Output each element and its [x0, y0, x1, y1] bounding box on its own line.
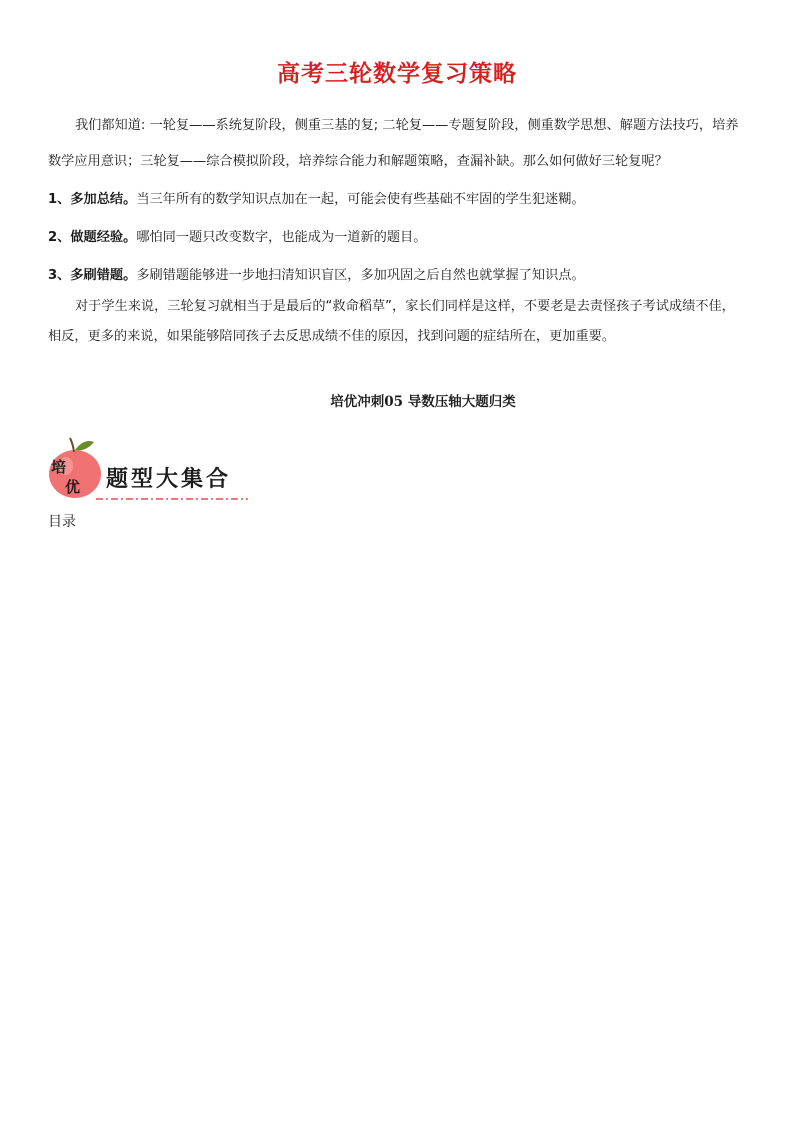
list-item [48, 220, 748, 256]
list-item-heading: 3、多刷错题。 [48, 268, 137, 283]
list-item [48, 182, 748, 218]
apple-text-1: 培 [51, 458, 67, 476]
intro-paragraph: 我们都知道: 一轮复——系统复阶段，侧重三基的复; 二轮复——专题复阶段，侧重数学思想、解题方法技巧，培养数学应用意识；三轮复——综合模拟阶段，培养综合能力和解题策略，查漏补缺。那么如何做好三轮复呢？ [48, 118, 739, 169]
section-banner [46, 434, 252, 504]
list-item [48, 258, 748, 294]
list-item-heading: 2、做题经验。 [48, 230, 137, 245]
leaf-icon [75, 441, 94, 450]
page-title: 高考三轮数学复习策略 [277, 61, 517, 87]
list-item-text: 多刷错题能够进一步地扫清知识盲区，多加巩固之后自然也就掌握了知识点。 [136, 268, 585, 283]
apple-stem-icon [70, 438, 74, 452]
apple-text-2: 优 [65, 478, 81, 496]
toc-label: 目录 [48, 514, 76, 530]
list-item-heading: 1、多加总结。 [48, 192, 137, 207]
list-item-text: 哪怕同一题只改变数字，也能成为一道新的题目。 [136, 230, 427, 245]
outro-paragraph: 对于学生来说，三轮复习就相当于是最后的“救命稻草”，家长们同样是这样，不要老是去责怪孩子考试成绩不佳，相反，更多的来说，如果能够陪同孩子去反思成绩不佳的原因，找到问题的症结所在，更加重要。 [48, 299, 735, 344]
list-item-text: 当三年所有的数学知识点加在一起，可能会使有些基础不牢固的学生犯迷糊。 [136, 192, 585, 207]
banner-text: 题型大集合 [106, 467, 232, 492]
section-subtitle: 培优冲刺05 导数压轴大题归类 [330, 394, 516, 410]
